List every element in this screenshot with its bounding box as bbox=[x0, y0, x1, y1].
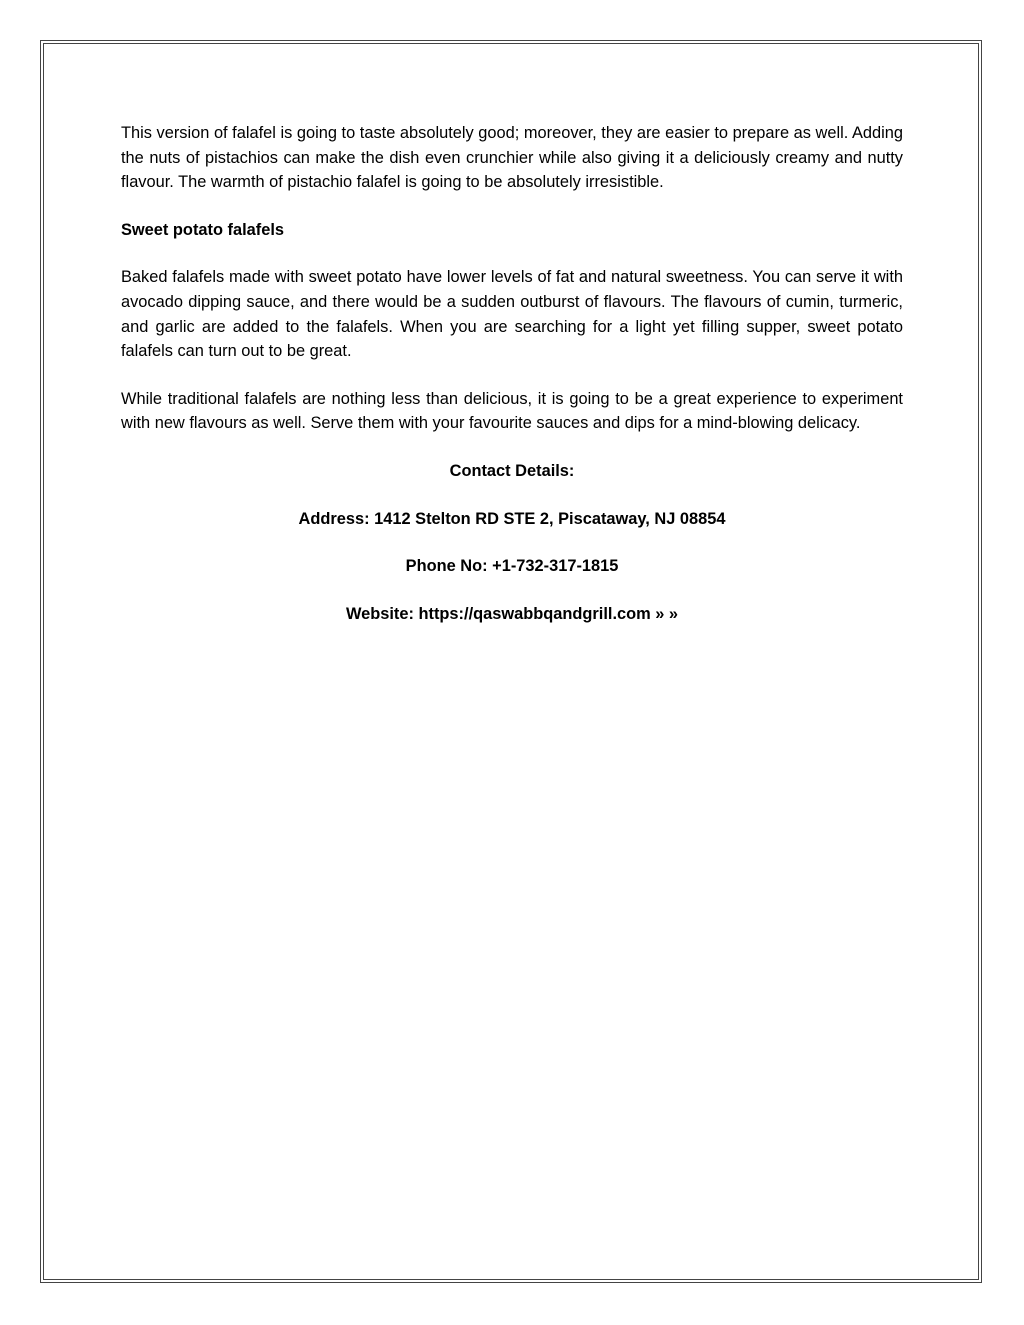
contact-phone: Phone No: +1-732-317-1815 bbox=[405, 557, 619, 576]
contact-title: Contact Details: bbox=[449, 461, 575, 480]
body-paragraph: Baked falafels made with sweet potato have lower levels of fat and natural sweetness. You can serve it with avocado dipping sauce, and there would be a sudden outburst of flavours. The flavours of cumin, turmeric, and garlic are added to the falafels. When you are searching for a light yet filling supper, sweet potato falafels can turn out to be great. bbox=[121, 268, 903, 361]
body-paragraph: While traditional falafels are nothing less than delicious, it is going to be a great experience to experiment with new flavours as well. Serve them with your favourite sauces and dips for a mind-blowing delicacy. bbox=[121, 389, 903, 433]
contact-address: Address: 1412 Stelton RD STE 2, Piscataway, NJ 08854 bbox=[298, 509, 726, 528]
document-content bbox=[121, 121, 903, 626]
contact-website: Website: https://qaswabbqandgrill.com » » bbox=[345, 604, 679, 623]
contact-details bbox=[121, 459, 903, 626]
section-heading: Sweet potato falafels bbox=[121, 220, 285, 239]
intro-paragraph: This version of falafel is going to taste absolutely good; moreover, they are easier to prepare as well. Adding the nuts of pistachios can make the dish even crunchier while also giving it a deliciously creamy and nutty flavour. The warmth of pistachio falafel is going to be absolutely irresistible. bbox=[121, 124, 903, 192]
